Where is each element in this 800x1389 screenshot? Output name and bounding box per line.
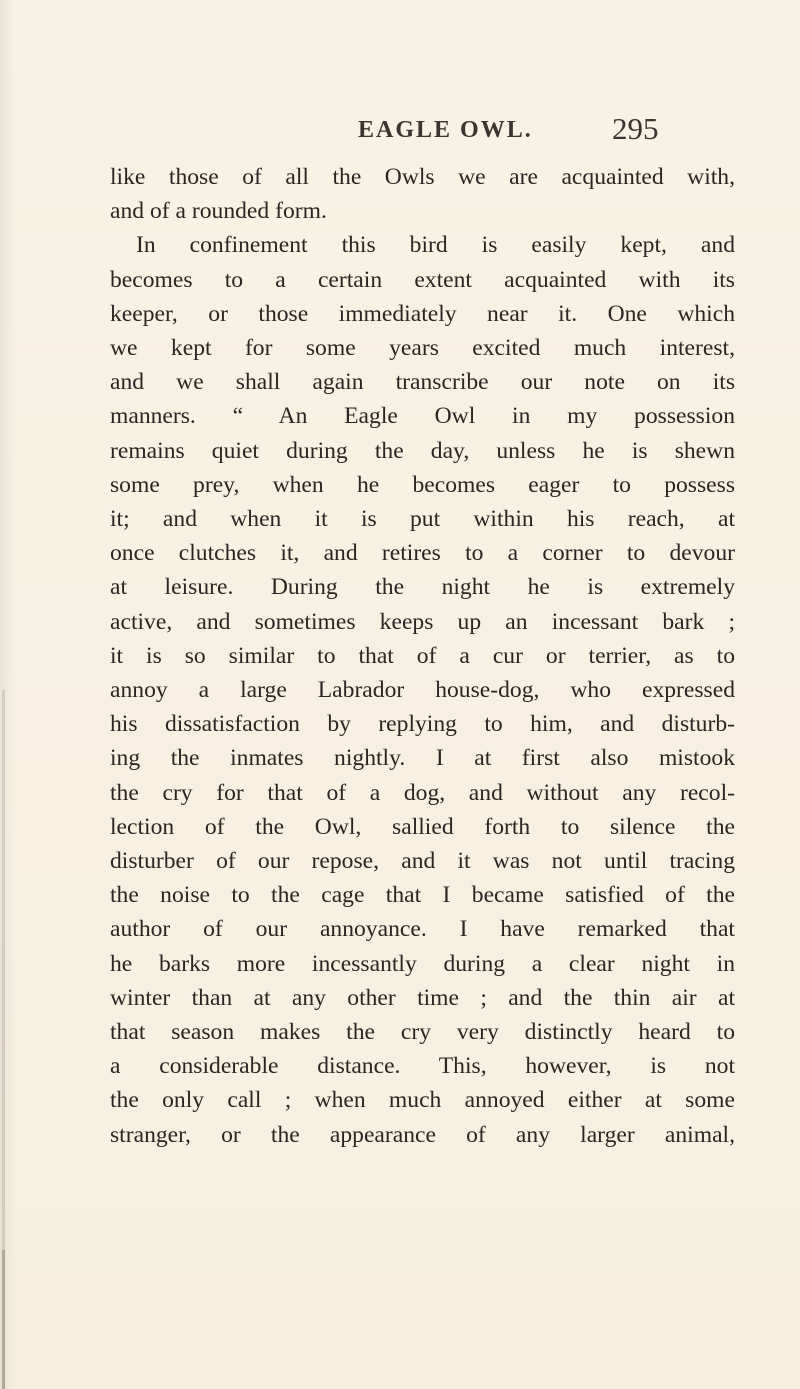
page-gutter-shadow — [2, 690, 5, 1250]
text-line: annoy a large Labrador house-dog, who expressed — [110, 677, 735, 704]
running-head — [0, 111, 800, 157]
text-line: at leisure. During the night he is extremely — [110, 574, 735, 601]
text-line: In confinement this bird is easily kept, and — [136, 232, 735, 259]
text-line: once clutches it, and retires to a corner to devour — [110, 540, 735, 567]
body-text — [110, 160, 735, 1152]
page-number: 295 — [612, 111, 659, 146]
running-title: EAGLE OWL. — [358, 117, 533, 143]
text-line: it; and when it is put within his reach, at — [110, 506, 735, 533]
text-line: winter than at any other time ; and the thin air at — [110, 984, 735, 1011]
text-line: disturber of our repose, and it was not until tracing — [110, 848, 735, 875]
text-line: the cry for that of a dog, and without any recol- — [110, 779, 735, 806]
text-line: a considerable distance. This, however, is not — [110, 1053, 735, 1080]
text-line: manners. “ An Eagle Owl in my possession — [110, 403, 735, 430]
text-line: active, and sometimes keeps up an incessant bark ; — [110, 608, 735, 635]
text-line: his dissatisfaction by replying to him, and disturb- — [110, 711, 735, 738]
text-line: author of our annoyance. I have remarked that — [110, 916, 735, 943]
page-gutter-edge — [2, 1250, 5, 1389]
text-line: and of a rounded form. — [110, 198, 327, 225]
text-line: the noise to the cage that I became satisfied of the — [110, 882, 735, 909]
text-line: the only call ; when much annoyed either at some — [110, 1087, 735, 1114]
text-line: becomes to a certain extent acquainted with its — [110, 266, 735, 293]
text-line: we kept for some years excited much interest, — [110, 335, 735, 362]
text-line: like those of all the Owls we are acquainted with, — [110, 164, 735, 190]
text-line: he barks more incessantly during a clear night in — [110, 950, 735, 977]
text-line: that season makes the cry very distinctly heard to — [110, 1019, 735, 1046]
text-line: and we shall again transcribe our note on its — [110, 369, 735, 396]
text-line: ing the inmates nightly. I at first also mistook — [110, 745, 735, 772]
text-line: some prey, when he becomes eager to possess — [110, 471, 735, 498]
text-line: stranger, or the appearance of any larger animal, — [110, 1121, 735, 1148]
text-line: remains quiet during the day, unless he is shewn — [110, 437, 735, 464]
text-line: keeper, or those immediately near it. One which — [110, 300, 735, 327]
text-line: lection of the Owl, sallied forth to silence the — [110, 813, 735, 840]
text-line: it is so similar to that of a cur or terrier, as to — [110, 642, 735, 669]
